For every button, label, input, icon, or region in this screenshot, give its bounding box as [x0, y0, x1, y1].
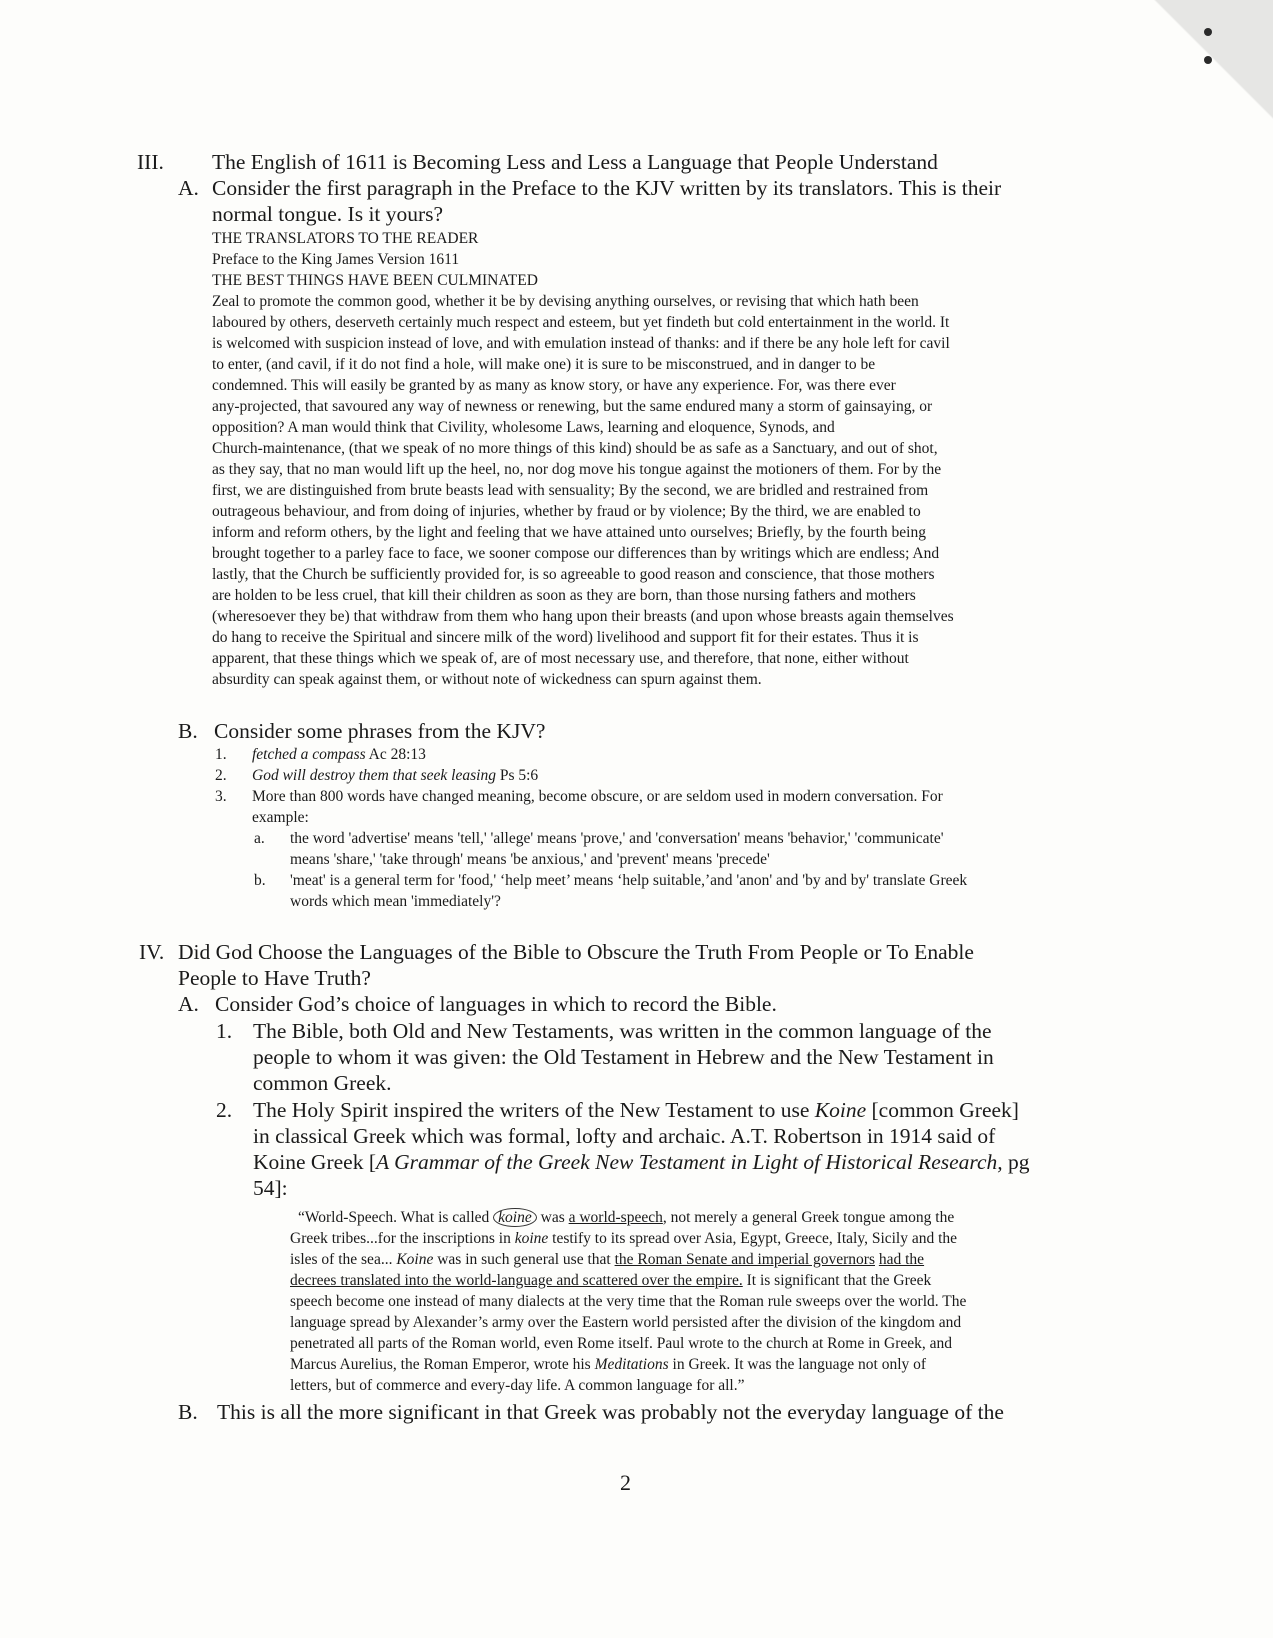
- preface-line: Church-maintenance, (that we speak of no more things of this kind) should be as safe as a Sanctuary, and out of shot,: [212, 440, 938, 457]
- preface-title: THE TRANSLATORS TO THE READER: [212, 230, 479, 247]
- preface-line: condemned. This will easily be granted by as many as know story, or have any experience. For, was there ever: [212, 377, 896, 394]
- item-4a2-line3: [253, 1149, 1030, 1175]
- underlined-decrees: decrees translated into the world-language and scattered over the empire.: [290, 1272, 743, 1289]
- section-4-numeral: IV.: [139, 940, 165, 964]
- phrase-1-text: fetched a compass: [252, 746, 366, 763]
- sub-b-label: b.: [254, 872, 266, 889]
- preface-line: as they say, that no man would lift up the heel, no, nor dog move his tongue against the motioners of them. For by the: [212, 461, 942, 478]
- item-4a2-line1: [253, 1097, 1019, 1123]
- item-4a1-number: 1.: [216, 1019, 233, 1043]
- quote-text: Greek tribes...for the inscriptions in: [290, 1230, 515, 1247]
- preface-line: brought together to a parley face to face, we sooner compose our differences than by writings which are endless; And: [212, 545, 940, 562]
- phrase-1-number: 1.: [215, 746, 227, 763]
- preface-heading: THE BEST THINGS HAVE BEEN CULMINATED: [212, 272, 538, 289]
- quote-line-9: letters, but of commerce and every-day life. A common language for all.”: [290, 1377, 745, 1394]
- binder-hole: [1204, 56, 1212, 64]
- item-3-number: 3.: [215, 788, 227, 805]
- section-4a-heading: Consider God’s choice of languages in which to record the Bible.: [215, 992, 777, 1016]
- phrase-2: [252, 765, 538, 786]
- quote-text: testify to its spread over Asia, Egypt, Greece, Italy, Sicily and the: [548, 1230, 958, 1247]
- section-3-numeral: III.: [137, 150, 164, 174]
- preface-line: first, we are distinguished from brute beasts lead with sensuality; By the second, we are bridled and restrained from: [212, 482, 929, 499]
- preface-line: absurdity can speak against them, or without note of wickedness can spurn against them.: [212, 671, 762, 688]
- circled-koine: koine: [493, 1208, 537, 1227]
- quote-text: was in such general use that: [433, 1251, 615, 1268]
- item-4a2-line3-text: Koine Greek [: [253, 1150, 376, 1174]
- quote-line-5: speech become one instead of many dialects at the very time that the Roman rule sweeps over the world. The: [290, 1293, 967, 1310]
- preface-line: is welcomed with suspicion instead of love, and with emulation instead of thanks: and if there be any hole left for cavil: [212, 335, 950, 352]
- preface-line: do hang to receive the Spiritual and sincere milk of the word) livelihood and support fit for their estates. Thus it is: [212, 629, 919, 646]
- quote-text: It is significant that the Greek: [742, 1272, 932, 1289]
- item-3-line2: example:: [252, 809, 309, 826]
- item-4a1-line2: people to whom it was given: the Old Testament in Hebrew and the New Testament in: [253, 1045, 994, 1069]
- item-4a2-line3-tail: pg: [1002, 1150, 1030, 1174]
- section-3b-heading: Consider some phrases from the KJV?: [214, 719, 546, 743]
- item-4a1-line1: The Bible, both Old and New Testaments, was written in the common language of the: [253, 1019, 992, 1043]
- page-number: 2: [620, 1470, 631, 1495]
- quote-line-7: penetrated all parts of the Roman world, even Rome itself. Paul wrote to the church at Rome in Greek, and: [290, 1335, 952, 1352]
- section-3b-label: B.: [178, 719, 198, 743]
- section-3a-line1: Consider the first paragraph in the Preface to the KJV written by its translators. This is their: [212, 176, 1002, 200]
- quote-line-1: [298, 1207, 954, 1228]
- koine-term: Koine: [814, 1098, 867, 1122]
- item-4a2-line4: 54]:: [253, 1176, 288, 1200]
- phrase-2-text: God will destroy them that seek leasing: [252, 767, 496, 784]
- section-4-heading-line2: People to Have Truth?: [178, 966, 371, 990]
- section-4-heading-line1: Did God Choose the Languages of the Bible to Obscure the Truth From People or To Enable: [178, 940, 974, 964]
- preface-line: outrageous behaviour, and from doing of injuries, whether by fraud or by violence; By the third, we are enabled to: [212, 503, 921, 520]
- section-3a-line2: normal tongue. Is it yours?: [212, 202, 444, 226]
- preface-line: lastly, that the Church be sufficiently provided for, is so agreeable to good reason and conscience, that those mothers: [212, 566, 935, 583]
- quote-line-2: [290, 1228, 957, 1249]
- quote-text: , not merely a general Greek tongue among the: [662, 1209, 955, 1226]
- section-4a-label: A.: [178, 992, 199, 1016]
- item-4a2-number: 2.: [216, 1098, 233, 1122]
- preface-line: apparent, that these things which we speak of, are of most necessary use, and therefore, that none, either without: [212, 650, 909, 667]
- preface-line: opposition? A man would think that Civility, wholesome Laws, learning and eloquence, Synods, and: [212, 419, 835, 436]
- underlined-had-the: had the: [878, 1251, 925, 1268]
- item-4a2-line2: in classical Greek which was formal, lofty and archaic. A.T. Robertson in 1914 said of: [253, 1124, 996, 1148]
- phrase-1-ref: Ac 28:13: [365, 746, 426, 763]
- section-4b-line1: This is all the more significant in that Greek was probably not the everyday language of the: [217, 1400, 1004, 1424]
- preface-subtitle: Preface to the King James Version 1611: [212, 251, 460, 268]
- sub-b-line1: 'meat' is a general term for 'food,' ‘help meet’ means ‘help suitable,’and 'anon' and 'by and by' translate Greek: [290, 872, 968, 889]
- preface-line: are holden to be less cruel, that kill their children as soon as they are born, than those nursing fathers and mothers: [212, 587, 916, 604]
- item-4a1-line3: common Greek.: [253, 1071, 392, 1095]
- item-3-line1: More than 800 words have changed meaning, become obscure, or are seldom used in modern conversation. For: [252, 788, 943, 805]
- quote-text: “World-Speech. What is called: [298, 1209, 494, 1226]
- quote-line-8: [290, 1354, 926, 1375]
- preface-line: laboured by others, deserveth certainly much respect and esteem, but yet findeth but cold entertainment in the world. It: [212, 314, 950, 331]
- phrase-2-ref: Ps 5:6: [495, 767, 539, 784]
- underlined-world-speech: a world-speech: [568, 1209, 663, 1226]
- quote-line-6: language spread by Alexander’s army over the Eastern world persisted after the division of the kingdom and: [290, 1314, 962, 1331]
- section-3a-label: A.: [178, 176, 199, 200]
- section-3-heading: The English of 1611 is Becoming Less and Less a Language that People Understand: [212, 150, 938, 174]
- item-4a2-line1-text: The Holy Spirit inspired the writers of the New Testament to use: [253, 1098, 815, 1122]
- preface-line: to enter, (and cavil, if it do not find a hole, will make one) it is sure to be misconstrued, and in danger to be: [212, 356, 876, 373]
- preface-line: (wheresoever they be) that withdraw from them who hang upon their breasts (and upon whose breasts again themselves: [212, 608, 954, 625]
- preface-line: Zeal to promote the common good, whether it be by devising anything ourselves, or revising that which hath been: [212, 293, 919, 310]
- koine-term: Koine: [396, 1251, 434, 1268]
- quote-text: isles of the sea...: [290, 1251, 397, 1268]
- section-4b-label: B.: [178, 1400, 198, 1424]
- quote-text: Marcus Aurelius, the Roman Emperor, wrote his: [290, 1356, 595, 1373]
- phrase-1: [252, 744, 426, 765]
- quote-text: was: [536, 1209, 569, 1226]
- book-title: A Grammar of the Greek New Testament in Light of Historical Research,: [375, 1150, 1003, 1174]
- folded-corner: [1153, 0, 1273, 140]
- preface-line: inform and reform others, by the light and feeling that we have attained unto ourselves; Briefly, by the fourth being: [212, 524, 926, 541]
- sub-a-label: a.: [254, 830, 265, 847]
- quote-text: in Greek. It was the language not only of: [668, 1356, 927, 1373]
- quote-line-4: [290, 1270, 931, 1291]
- sub-a-line2: means 'share,' 'take through' means 'be anxious,' and 'prevent' means 'precede': [290, 851, 770, 868]
- phrase-2-number: 2.: [215, 767, 227, 784]
- underlined-roman-senate: the Roman Senate and imperial governors: [614, 1251, 875, 1268]
- sub-b-line2: words which mean 'immediately'?: [290, 893, 501, 910]
- binder-hole: [1204, 28, 1212, 36]
- item-4a2-line1-tail: [common Greek]: [866, 1098, 1019, 1122]
- preface-line: any-projected, that savoured any way of newness or renewing, but the same endured many a storm of gainsaying, or: [212, 398, 933, 415]
- meditations-title: Meditations: [594, 1356, 669, 1373]
- koine-term: koine: [514, 1230, 549, 1247]
- sub-a-line1: the word 'advertise' means 'tell,' 'allege' means 'prove,' and 'conversation' means 'behavior,' 'communicate': [290, 830, 944, 847]
- quote-line-3: [290, 1249, 924, 1270]
